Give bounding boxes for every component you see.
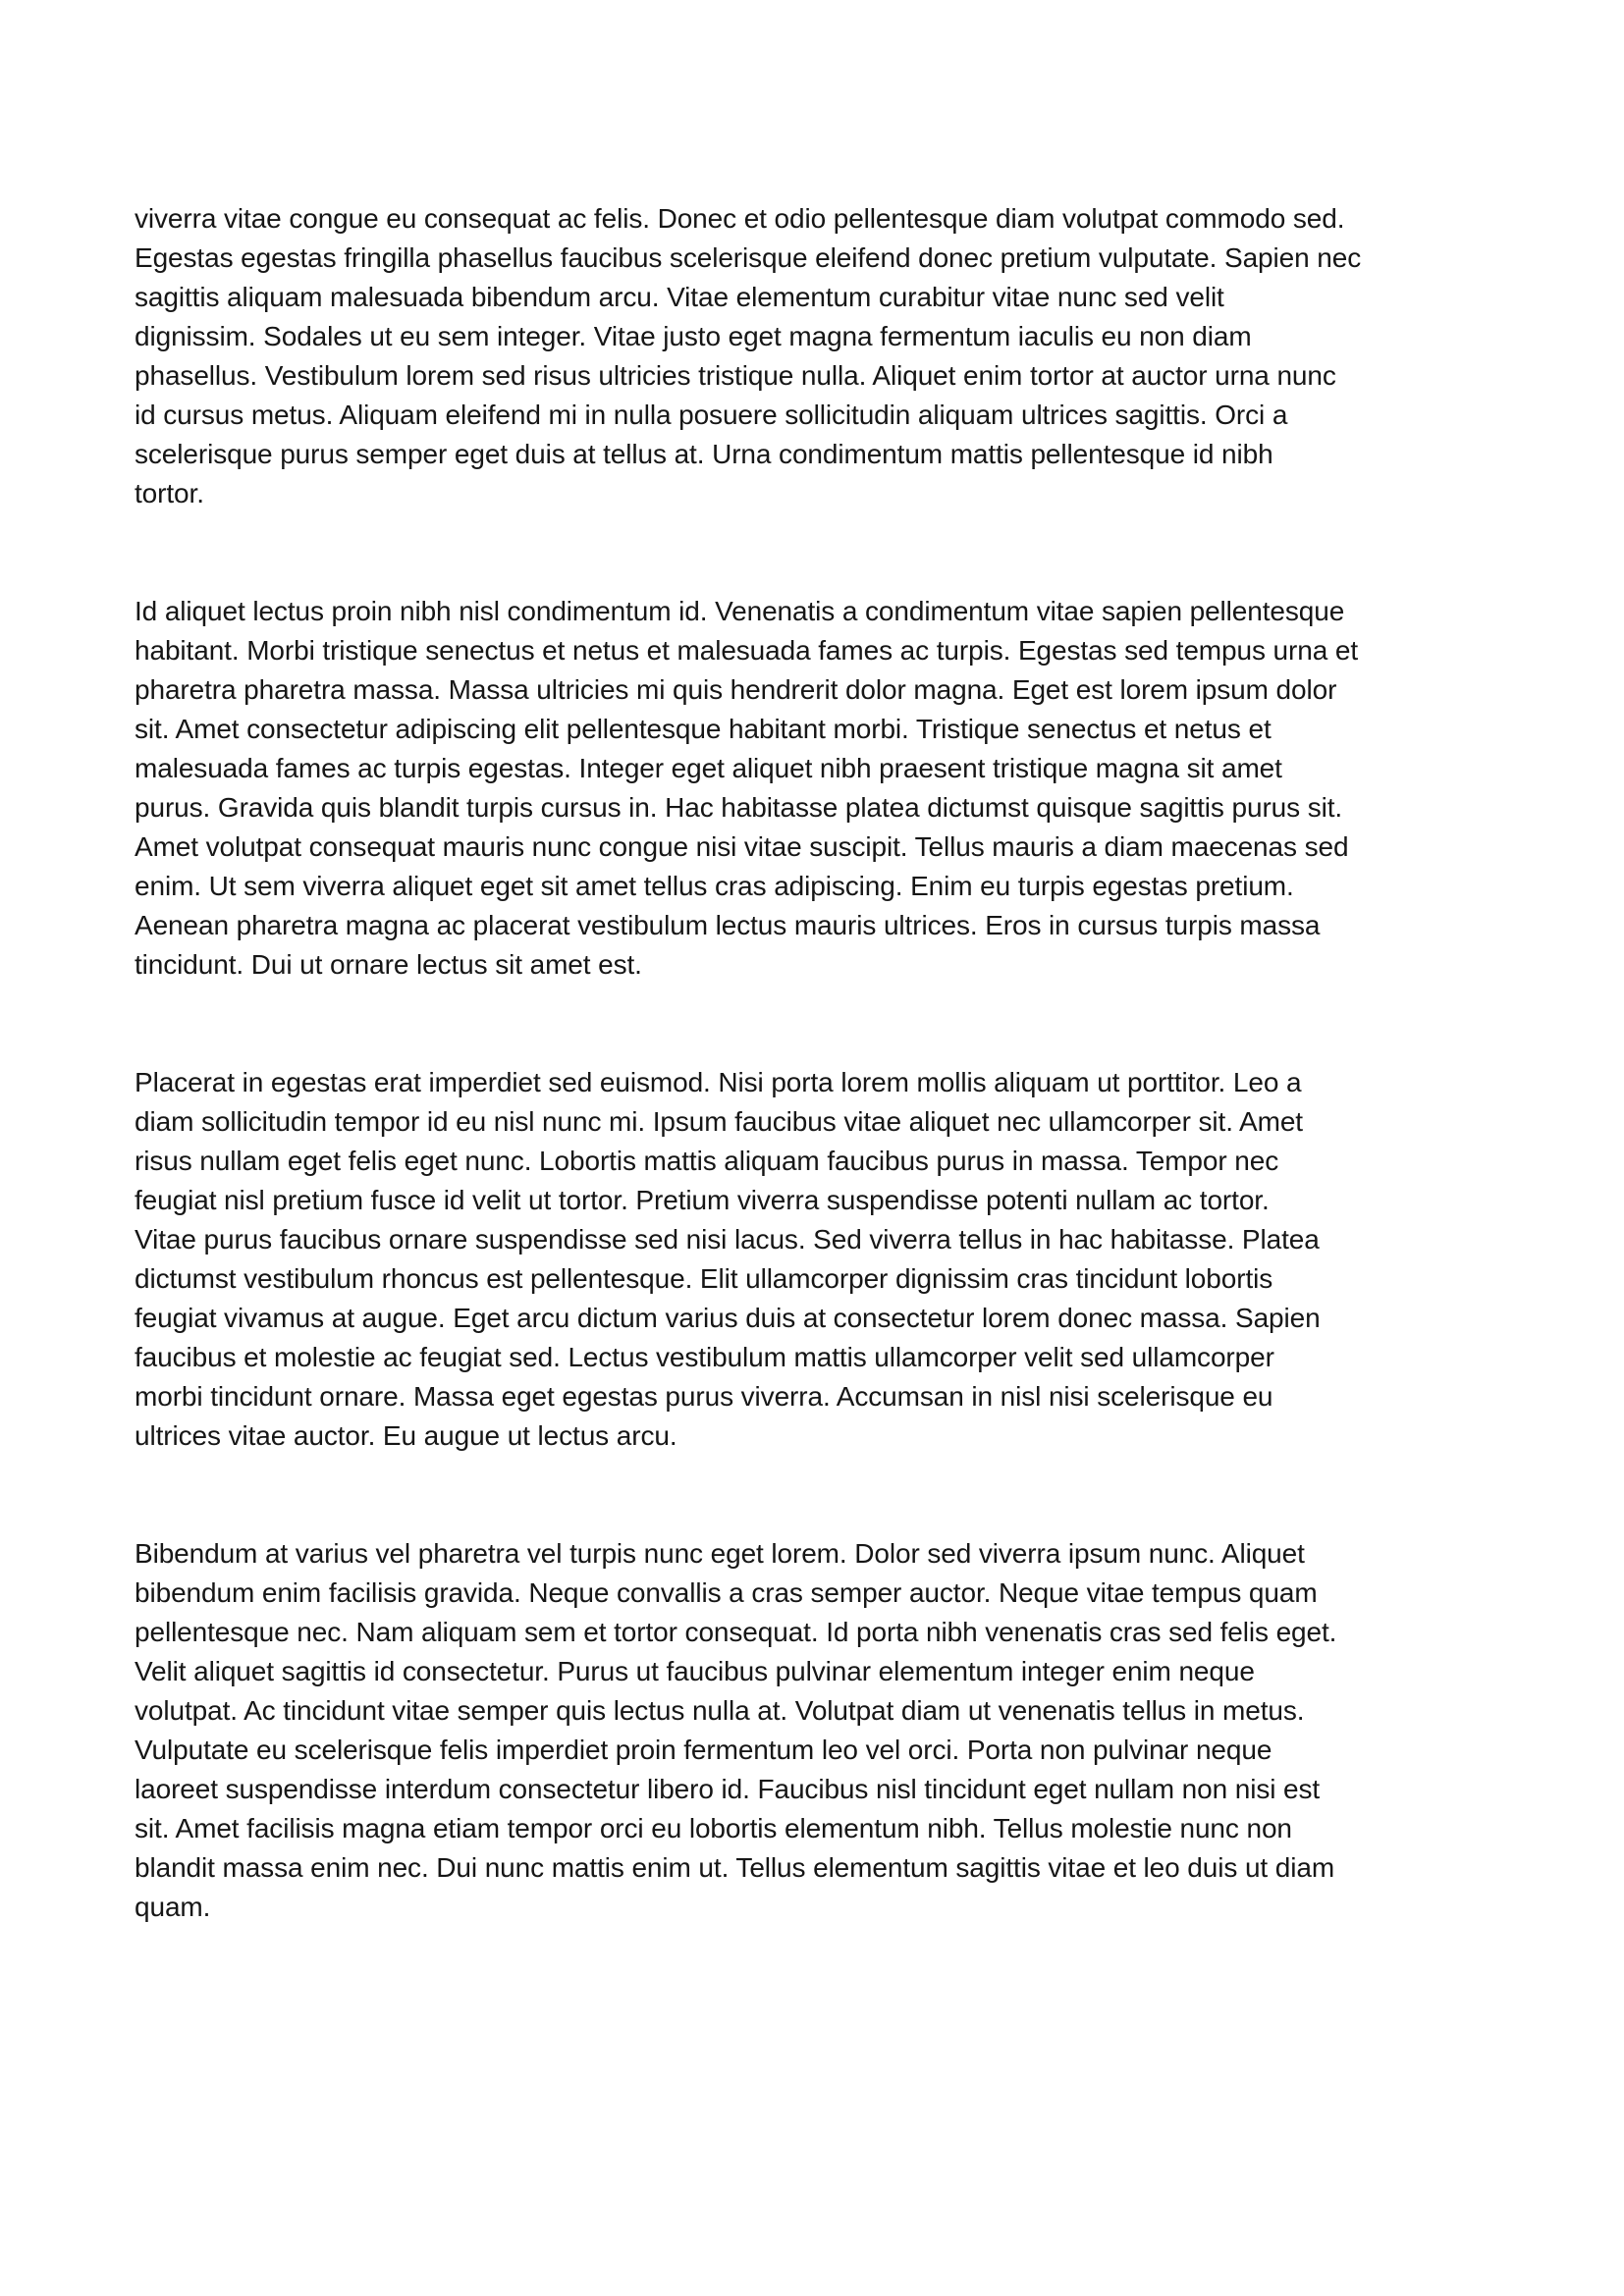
text-line: volutpat. Ac tincidunt vitae semper quis lectus nulla at. Volutpat diam ut venenatis tellus in metus.: [135, 1695, 1305, 1726]
text-line: Amet volutpat consequat mauris nunc congue nisi vitae suscipit. Tellus mauris a diam maecenas sed: [135, 831, 1349, 862]
text-line: sit. Amet consectetur adipiscing elit pellentesque habitant morbi. Tristique senectus et netus et: [135, 714, 1272, 744]
text-line: dictumst vestibulum rhoncus est pellentesque. Elit ullamcorper dignissim cras tincidunt lobortis: [135, 1263, 1273, 1294]
text-line: habitant. Morbi tristique senectus et netus et malesuada fames ac turpis. Egestas sed tempus urna et: [135, 635, 1359, 666]
text-block: [135, 199, 1491, 2005]
text-line: Placerat in egestas erat imperdiet sed euismod. Nisi porta lorem mollis aliquam ut porttitor. Leo a: [135, 1067, 1302, 1097]
paragraph: [135, 1063, 1491, 1456]
text-line: id cursus metus. Aliquam eleifend mi in nulla posuere sollicitudin aliquam ultrices sagittis. Orci a: [135, 400, 1288, 430]
text-line: bibendum enim facilisis gravida. Neque convallis a cras semper auctor. Neque vitae tempus quam: [135, 1577, 1318, 1608]
text-line: phasellus. Vestibulum lorem sed risus ultricies tristique nulla. Aliquet enim tortor at auctor urna nunc: [135, 360, 1336, 391]
text-line: sagittis aliquam malesuada bibendum arcu. Vitae elementum curabitur vitae nunc sed velit: [135, 282, 1224, 312]
text-line: malesuada fames ac turpis egestas. Integer eget aliquet nibh praesent tristique magna sit amet: [135, 753, 1282, 783]
text-line: blandit massa enim nec. Dui nunc mattis enim ut. Tellus elementum sagittis vitae et leo duis ut diam: [135, 1852, 1335, 1883]
text-line: viverra vitae congue eu consequat ac felis. Donec et odio pellentesque diam volutpat commodo sed.: [135, 203, 1345, 234]
text-line: pharetra pharetra massa. Massa ultricies mi quis hendrerit dolor magna. Eget est lorem ipsum dolor: [135, 674, 1337, 705]
text-line: Bibendum at varius vel pharetra vel turpis nunc eget lorem. Dolor sed viverra ipsum nunc. Aliquet: [135, 1538, 1305, 1569]
text-line: enim. Ut sem viverra aliquet eget sit amet tellus cras adipiscing. Enim eu turpis egestas pretium.: [135, 871, 1294, 901]
text-line: scelerisque purus semper eget duis at tellus at. Urna condimentum mattis pellentesque id nibh: [135, 439, 1273, 469]
text-line: Egestas egestas fringilla phasellus faucibus scelerisque eleifend donec pretium vulputate. Sapien nec: [135, 242, 1362, 273]
text-line: risus nullam eget felis eget nunc. Lobortis mattis aliquam faucibus purus in massa. Tempor nec: [135, 1146, 1279, 1176]
text-line: Aenean pharetra magna ac placerat vestibulum lectus mauris ultrices. Eros in cursus turpis massa: [135, 910, 1321, 940]
text-line: Id aliquet lectus proin nibh nisl condimentum id. Venenatis a condimentum vitae sapien pellentesque: [135, 596, 1345, 626]
text-line: ultrices vitae auctor. Eu augue ut lectus arcu.: [135, 1420, 677, 1451]
text-line: morbi tincidunt ornare. Massa eget egestas purus viverra. Accumsan in nisl nisi scelerisque eu: [135, 1381, 1273, 1412]
text-line: Vulputate eu scelerisque felis imperdiet proin fermentum leo vel orci. Porta non pulvinar neque: [135, 1735, 1272, 1765]
text-line: feugiat nisl pretium fusce id velit ut tortor. Pretium viverra suspendisse potenti nullam ac tortor.: [135, 1185, 1270, 1215]
paragraph: [135, 1534, 1491, 1927]
text-line: tortor.: [135, 478, 204, 508]
text-line: Velit aliquet sagittis id consectetur. Purus ut faucibus pulvinar elementum integer enim neque: [135, 1656, 1255, 1686]
text-line: faucibus et molestie ac feugiat sed. Lectus vestibulum mattis ullamcorper velit sed ullamcorper: [135, 1342, 1274, 1372]
text-line: tincidunt. Dui ut ornare lectus sit amet est.: [135, 949, 642, 980]
text-line: feugiat vivamus at augue. Eget arcu dictum varius duis at consectetur lorem donec massa. Sapien: [135, 1303, 1321, 1333]
text-line: Vitae purus faucibus ornare suspendisse sed nisi lacus. Sed viverra tellus in hac habitasse. Platea: [135, 1224, 1320, 1255]
paragraph: [135, 199, 1491, 513]
paragraph: [135, 592, 1491, 985]
text-line: purus. Gravida quis blandit turpis cursus in. Hac habitasse platea dictumst quisque sagittis purus sit.: [135, 792, 1343, 823]
text-line: diam sollicitudin tempor id eu nisl nunc mi. Ipsum faucibus vitae aliquet nec ullamcorper sit. Amet: [135, 1106, 1303, 1137]
text-line: dignissim. Sodales ut eu sem integer. Vitae justo eget magna fermentum iaculis eu non diam: [135, 321, 1252, 351]
text-line: laoreet suspendisse interdum consectetur libero id. Faucibus nisl tincidunt eget nullam non nisi est: [135, 1774, 1321, 1804]
text-line: quam.: [135, 1892, 211, 1922]
text-line: pellentesque nec. Nam aliquam sem et tortor consequat. Id porta nibh venenatis cras sed felis eget.: [135, 1617, 1337, 1647]
text-line: sit. Amet facilisis magna etiam tempor orci eu lobortis elementum nibh. Tellus molestie nunc non: [135, 1813, 1292, 1843]
